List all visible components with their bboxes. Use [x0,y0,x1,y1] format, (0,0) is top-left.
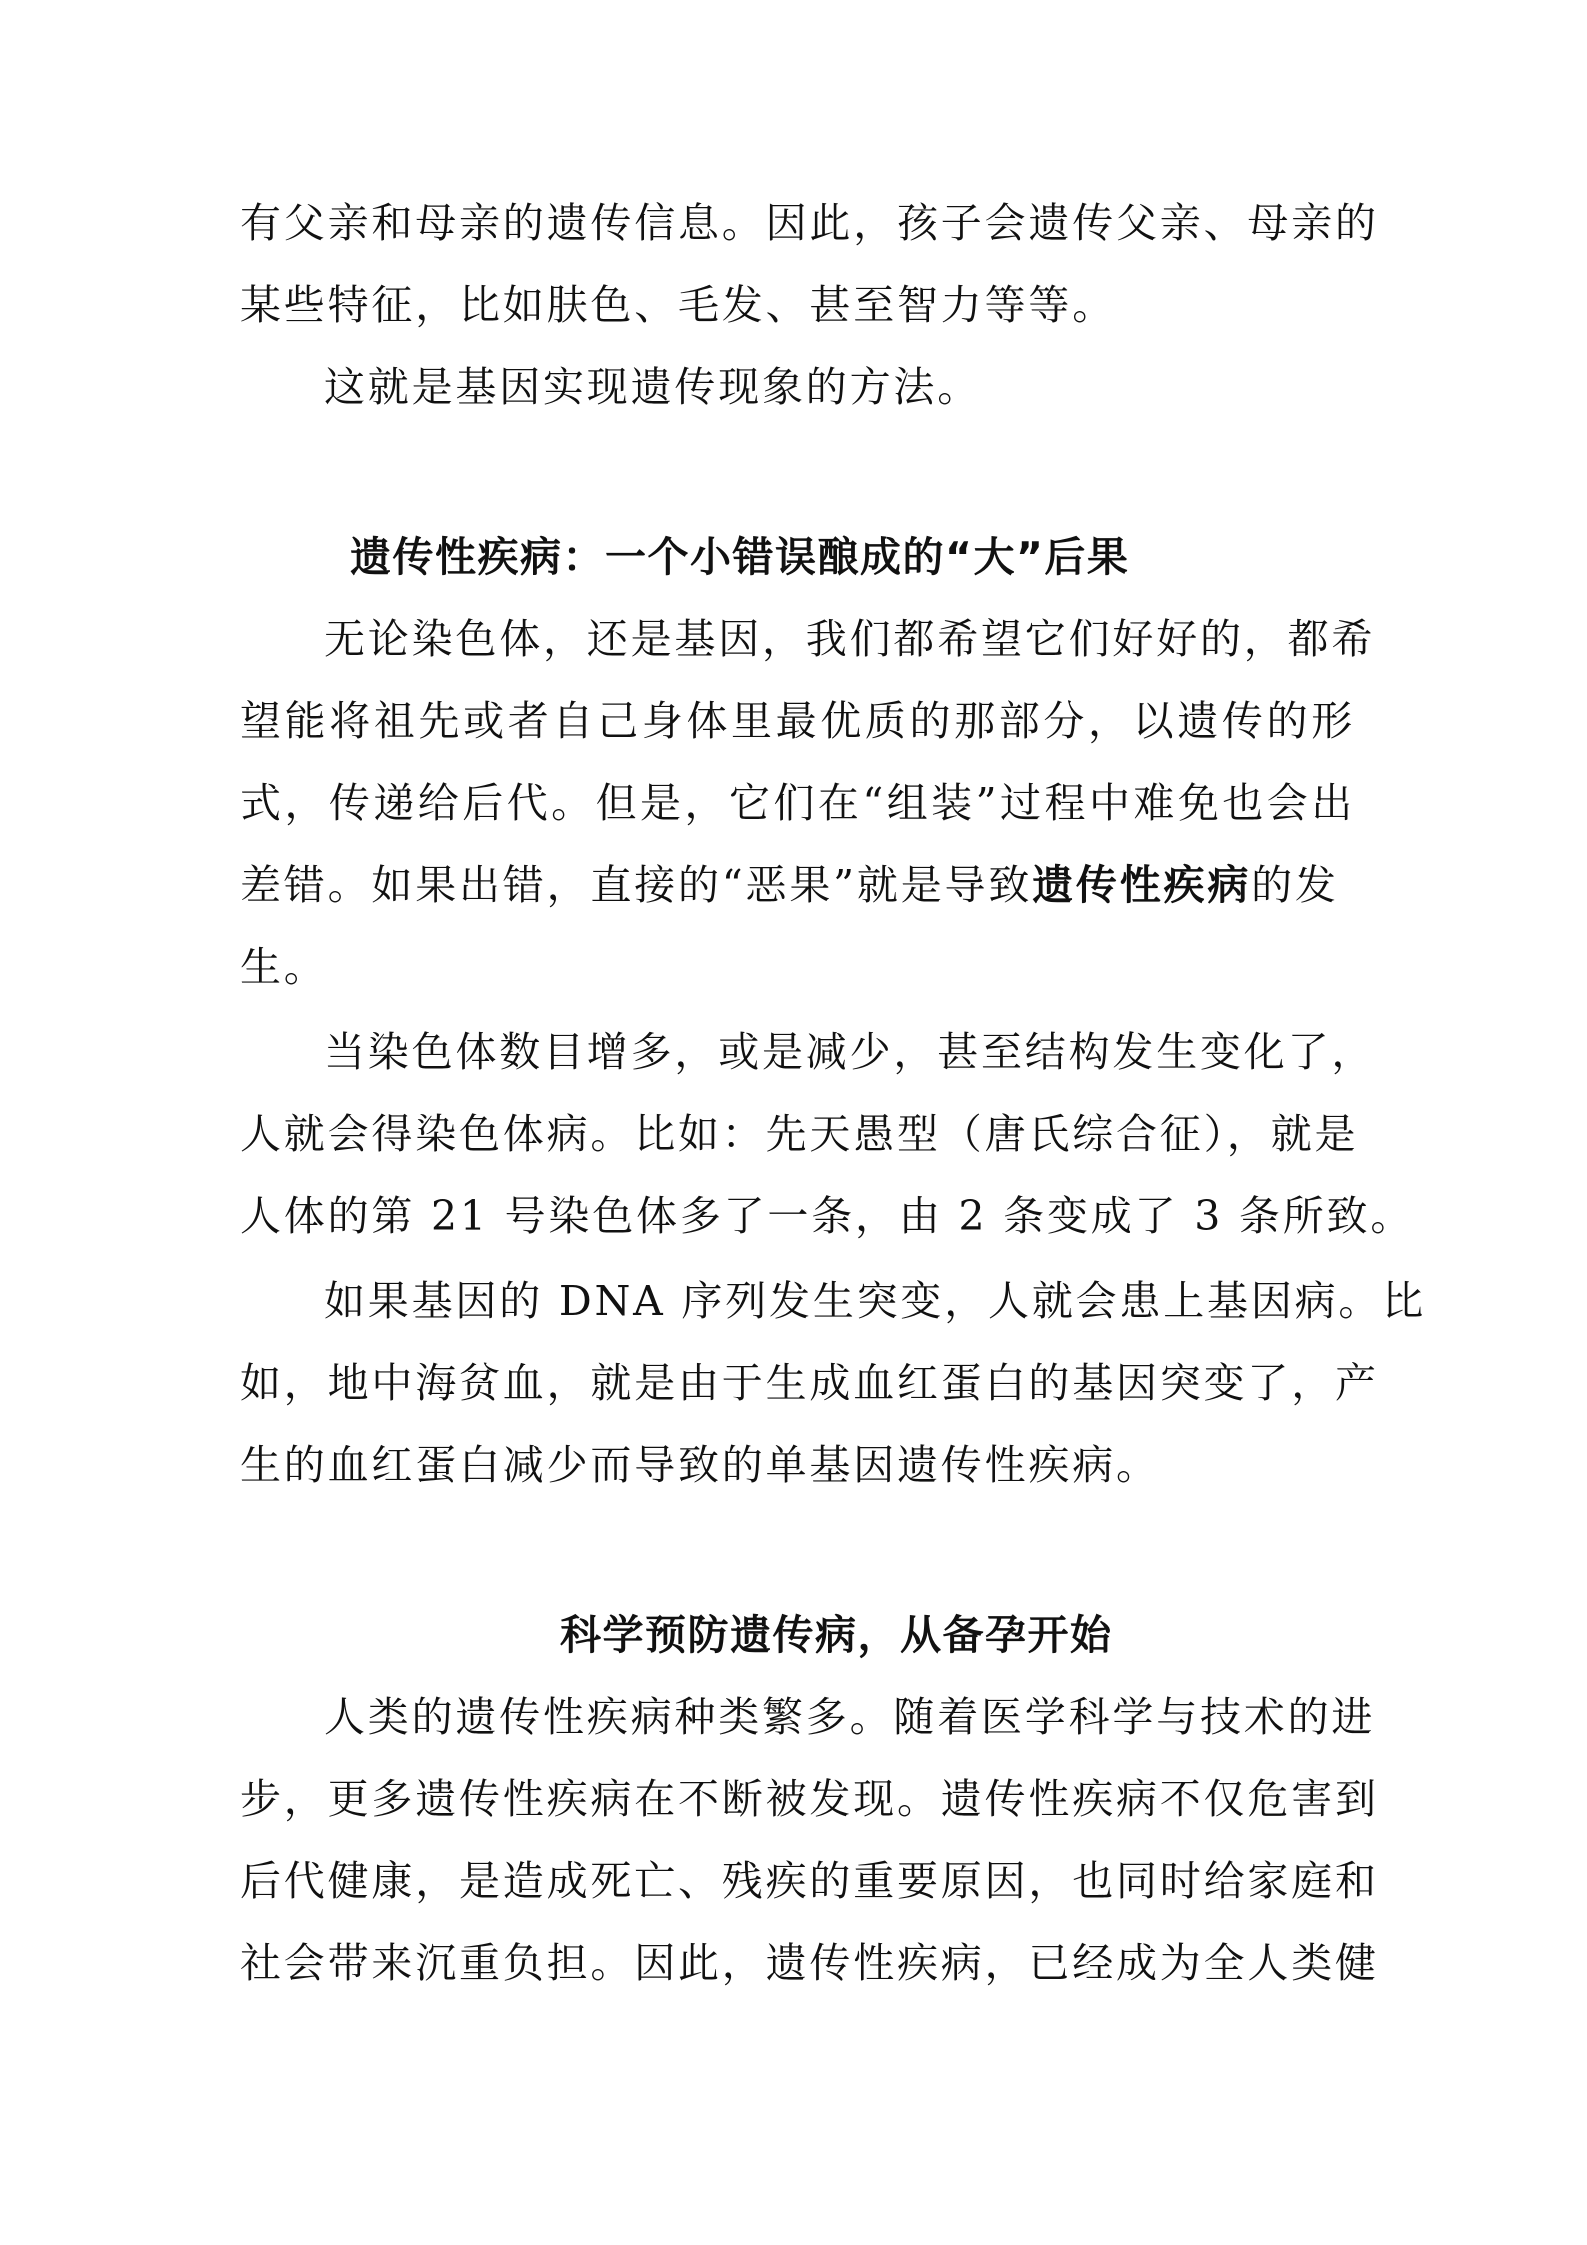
paragraph-line: 生。 [240,943,328,991]
paragraph-line: 步，更多遗传性疾病在不断被发现。遗传性疾病不仅危害到 [240,1775,1379,1823]
paragraph-line: 如果基因的 DNA 序列发生突变，人就会患上基因病。比 [324,1277,1427,1325]
paragraph-line: 有父亲和母亲的遗传信息。因此，孩子会遗传父亲、母亲的 [240,199,1379,247]
paragraph-line: 后代健康，是造成死亡、残疾的重要原因，也同时给家庭和 [240,1857,1379,1905]
section-heading: 科学预防遗传病，从备孕开始 [560,1611,1113,1659]
paragraph-line: 生的血红蛋白减少而导致的单基因遗传性疾病。 [240,1441,1160,1489]
text-run: 的发 [1251,861,1339,909]
paragraph-line: 人体的第 21 号染色体多了一条，由 2 条变成了 3 条所致。 [240,1192,1415,1240]
paragraph-line: 人就会得染色体病。比如：先天愚型（唐氏综合征），就是 [240,1110,1359,1158]
document-page [240,0,1427,2245]
paragraph-line: 式，传递给后代。但是，它们在“组装”过程中难免也会出 [240,779,1355,827]
section-heading: 遗传性疾病：一个小错误酿成的“大”后果 [350,533,1130,581]
paragraph-line: 如，地中海贫血，就是由于生成血红蛋白的基因突变了，产 [240,1359,1379,1407]
paragraph-line: 无论染色体，还是基因，我们都希望它们好好的，都希 [324,615,1376,663]
paragraph-line: 望能将祖先或者自己身体里最优质的那部分，以遗传的形 [240,697,1355,745]
paragraph-line: 社会带来沉重负担。因此，遗传性疾病，已经成为全人类健 [240,1939,1379,1987]
paragraph-line [240,845,1355,925]
paragraph-line: 当染色体数目增多，或是减少，甚至结构发生变化了， [324,1028,1376,1076]
text-run: 差错。如果出错，直接的“恶果”就是导致 [240,861,1033,909]
paragraph-line: 某些特征，比如肤色、毛发、甚至智力等等。 [240,281,1116,329]
paragraph-line: 这就是基因实现遗传现象的方法。 [324,363,981,411]
paragraph-line: 人类的遗传性疾病种类繁多。随着医学科学与技术的进 [324,1693,1376,1741]
emphasis-text: 遗传性疾病 [1032,861,1252,909]
